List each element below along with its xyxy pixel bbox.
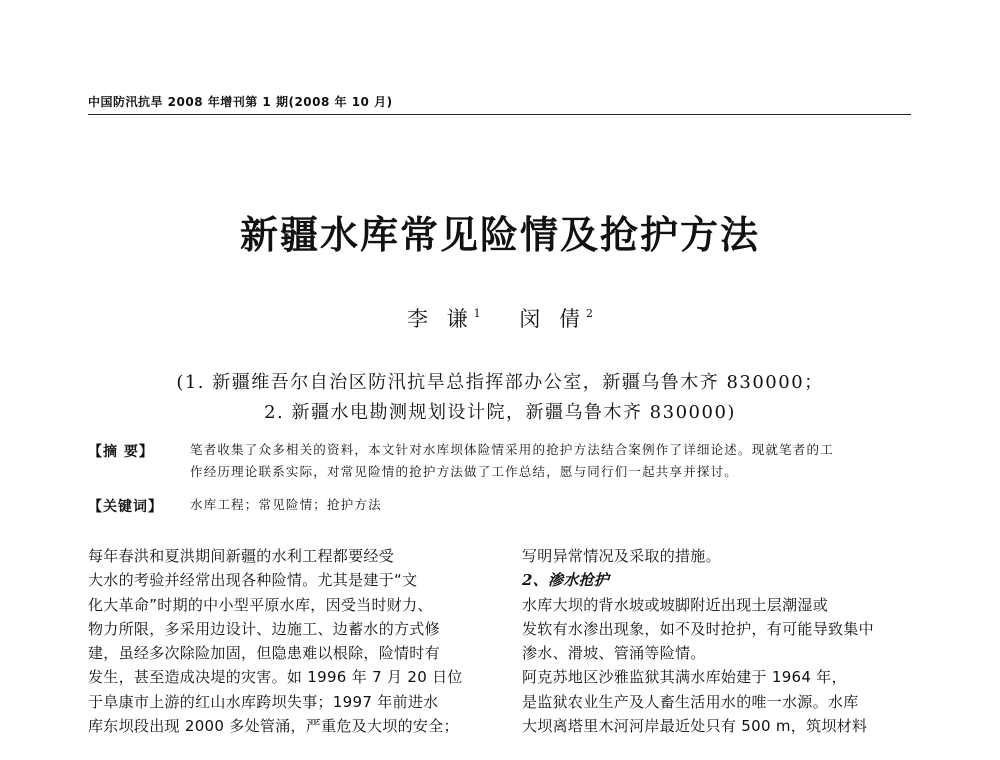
keywords-text: 水库工程；常见险情；抢护方法	[190, 497, 382, 512]
body-line: 大水的考验并经常出现各种险情。尤其是建于“文	[88, 571, 418, 590]
author-affil-mark: 2	[586, 307, 594, 320]
authors	[0, 303, 1000, 333]
journal-header: 中国防汛抗旱 2008 年增刊第 1 期(2008 年 10 月)	[88, 95, 393, 109]
author-name: 闵 倩	[519, 307, 587, 331]
body-line: 物力所限，多采用边设计、边施工、边蓄水的方式修	[88, 619, 440, 638]
body-line: 每年春洪和夏洪期间新疆的水利工程都要经受	[88, 547, 395, 565]
paper-title: 新疆水库常见险情及抢护方法	[239, 212, 760, 257]
author-1	[407, 307, 481, 331]
abstract-line: 作经历理论联系实际，对常见险情的抢护方法做了工作总结，愿与同行们一起共享并探讨。	[190, 464, 739, 479]
header-rule	[88, 114, 911, 115]
body-column-right	[522, 544, 917, 738]
body-line: 建，虽经多次除险加固，但隐患难以根除，险情时有	[88, 644, 440, 663]
body-line: 阿克苏地区沙雅监狱其满水库始建于 1964 年，	[522, 668, 847, 687]
body-line: 发软有水渗出现象，如不及时抢护，有可能导致集中	[522, 619, 874, 638]
body-line: 渗水、滑坡、管涌等险情。	[522, 644, 706, 663]
abstract-label: 【摘 要】	[88, 444, 154, 460]
section-subheading: 2、渗水抢护	[522, 571, 610, 590]
body-line: 库东坝段出现 2000 多处管涌，严重危及大坝的安全；	[88, 717, 459, 736]
body-column-left	[88, 544, 493, 738]
author-affil-mark: 1	[473, 307, 481, 320]
body-line: 是监狱农业生产及人畜生活用水的唯一水源。水库	[522, 692, 859, 711]
body-line: 大坝离塔里木河河岸最近处只有 500 m，筑坝材料	[522, 717, 868, 736]
body-line: 于阜康市上游的红山水库跨坝失事；1997 年前进水	[88, 692, 439, 711]
abstract-text	[190, 439, 910, 483]
affiliation-1: (1. 新疆维吾尔自治区防汛抗旱总指挥部办公室，新疆乌鲁木齐 830000；	[176, 372, 824, 393]
body-line: 发生，甚至造成决堤的灾害。如 1996 年 7 月 20 日位	[88, 668, 463, 687]
author-2	[519, 307, 593, 331]
body-line: 化大革命”时期的中小型平原水库，因受当时财力、	[88, 595, 433, 614]
keywords-label: 【关键词】	[88, 499, 163, 515]
body-line: 写明异常情况及采取的措施。	[522, 547, 721, 565]
abstract-line: 笔者收集了众多相关的资料，本文针对水库坝体险情采用的抢护方法结合案例作了详细论述。现就笔者的工	[190, 442, 834, 457]
author-name: 李 谦	[406, 307, 474, 331]
affiliation-2: 2. 新疆水电勘测规划设计院，新疆乌鲁木齐 830000)	[264, 402, 736, 423]
body-line: 水库大坝的背水坡或坡脚附近出现土层潮湿或	[522, 595, 829, 614]
